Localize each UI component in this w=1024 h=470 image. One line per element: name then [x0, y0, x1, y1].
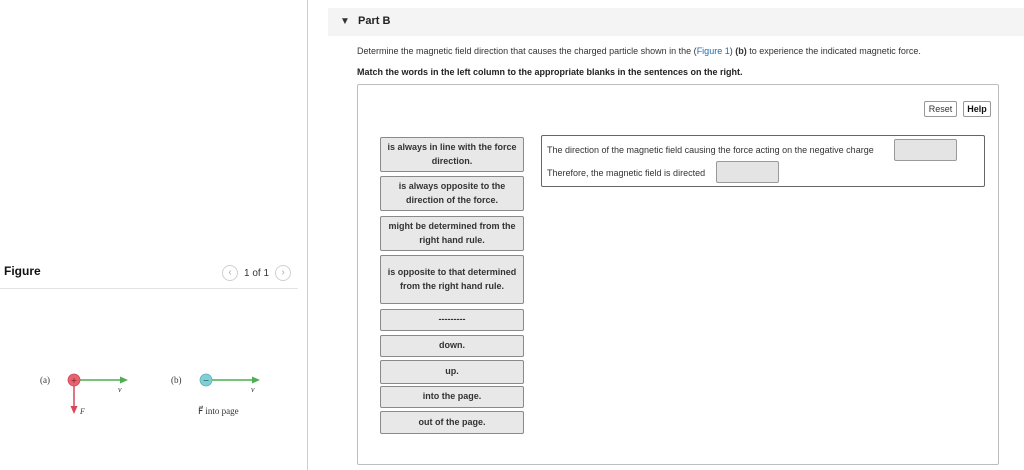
v-label-b: v⃗ [251, 385, 261, 394]
panel-b-label: (b) [171, 375, 182, 385]
answer-blank-2[interactable] [716, 161, 779, 183]
sentence-box [541, 135, 985, 187]
answer-tile[interactable]: is always in line with the force direction. [380, 137, 524, 172]
part-header[interactable] [328, 8, 1024, 36]
help-button[interactable]: Help [963, 101, 991, 117]
figure-panel [0, 0, 308, 470]
sentence-2: Therefore, the magnetic field is directed [547, 168, 706, 178]
answer-tile[interactable]: down. [380, 335, 524, 357]
plus-sign: + [70, 376, 78, 385]
answer-tile[interactable]: up. [380, 360, 524, 384]
answer-tile[interactable]: is always opposite to the direction of the force. [380, 176, 524, 211]
chevron-left-icon[interactable]: ‹ [222, 265, 238, 281]
figure-pager [222, 265, 291, 281]
drag-drop-area [357, 84, 999, 465]
answer-tile[interactable]: might be determined from the right hand rule. [380, 216, 524, 251]
panel-a-label: (a) [40, 375, 50, 385]
force-arrowhead-a [71, 406, 78, 414]
answer-blank-1[interactable] [894, 139, 957, 161]
figure-link[interactable]: Figure 1 [696, 46, 730, 56]
panel-divider [307, 0, 308, 470]
question-text-before: Determine the magnetic field direction that causes the charged particle shown in the ( [357, 46, 697, 56]
question-text-end: to experience the indicated magnetic force. [746, 46, 921, 56]
answer-tile[interactable]: out of the page. [380, 411, 524, 434]
f-label-a: F⃗ [80, 407, 92, 416]
instruction-text: Match the words in the left column to the appropriate blanks in the sentences on the right. [357, 67, 743, 77]
figure-divider [0, 288, 298, 289]
answer-tile[interactable]: --------- [380, 309, 524, 331]
figure-image [0, 360, 300, 430]
reset-button[interactable]: Reset [924, 101, 957, 117]
v-label-a: v⃗ [118, 385, 128, 394]
minus-sign: − [202, 376, 210, 385]
chevron-right-icon[interactable]: › [275, 265, 291, 281]
question-text [357, 46, 921, 56]
question-text-after: ) [729, 46, 736, 56]
velocity-arrowhead-b [252, 377, 260, 384]
sentence-1: The direction of the magnetic field causing the force acting on the negative charge [547, 145, 874, 155]
figure-title: Figure [4, 264, 41, 278]
velocity-arrowhead-a [120, 377, 128, 384]
answer-tile[interactable]: into the page. [380, 386, 524, 408]
question-bold-b: (b) [735, 46, 747, 56]
pager-text: 1 of 1 [244, 267, 270, 279]
f-into-page-label: F⃗ into page [198, 406, 239, 416]
caret-down-icon[interactable]: ▼ [340, 16, 350, 27]
part-title: Part B [358, 15, 391, 27]
answer-tile[interactable]: is opposite to that determined from the right hand rule. [380, 255, 524, 304]
